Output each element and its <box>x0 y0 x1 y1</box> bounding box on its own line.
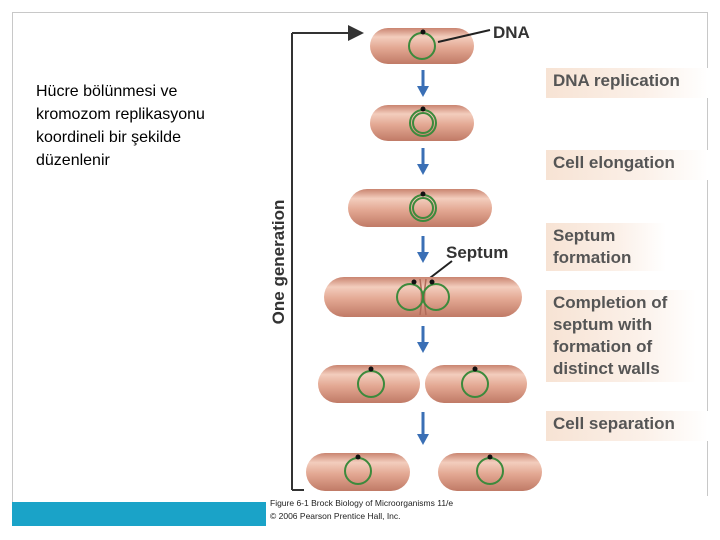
origin-dot-left <box>412 280 417 285</box>
slide-text: Hücre bölünmesi ve kromozom replikasyonu koordineli bir şekilde düzenlenir <box>36 83 205 169</box>
septum-label: Septum <box>446 243 509 262</box>
origin-dot <box>421 30 426 35</box>
origin-dot-right <box>488 455 493 460</box>
down-arrow-5 <box>417 412 429 445</box>
down-arrow-4 <box>417 326 429 353</box>
origin-dot <box>421 192 426 197</box>
copyright-caption: © 2006 Pearson Prentice Hall, Inc. <box>270 511 401 521</box>
origin-dot-left <box>369 367 374 372</box>
down-arrow-1 <box>417 70 429 97</box>
figure-caption: Figure 6-1 Brock Biology of Microorganisms 11/e <box>270 498 454 508</box>
one-generation-label: One generation <box>269 199 288 325</box>
origin-dot <box>421 107 426 112</box>
origin-dot-right <box>430 280 435 285</box>
cell-stage-1 <box>370 28 474 64</box>
down-arrow-3 <box>417 236 429 263</box>
dna-label: DNA <box>493 23 530 42</box>
cell-stage-2 <box>370 105 474 141</box>
down-arrow-2 <box>417 148 429 175</box>
step-completion-of-septum: Completion of septum with formation of distinct walls <box>546 290 696 382</box>
cell-stage-4 <box>324 277 522 317</box>
cell-stage-5 <box>318 365 527 403</box>
cell-stage-6 <box>306 453 542 491</box>
step-cell-separation: Cell separation <box>546 411 708 441</box>
step-septum-formation: Septum formation <box>546 223 666 271</box>
cell-stage-3 <box>348 189 492 227</box>
origin-dot-right <box>473 367 478 372</box>
origin-dot-left <box>356 455 361 460</box>
step-dna-replication: DNA replication <box>546 68 708 98</box>
step-cell-elongation: Cell elongation <box>546 150 708 180</box>
